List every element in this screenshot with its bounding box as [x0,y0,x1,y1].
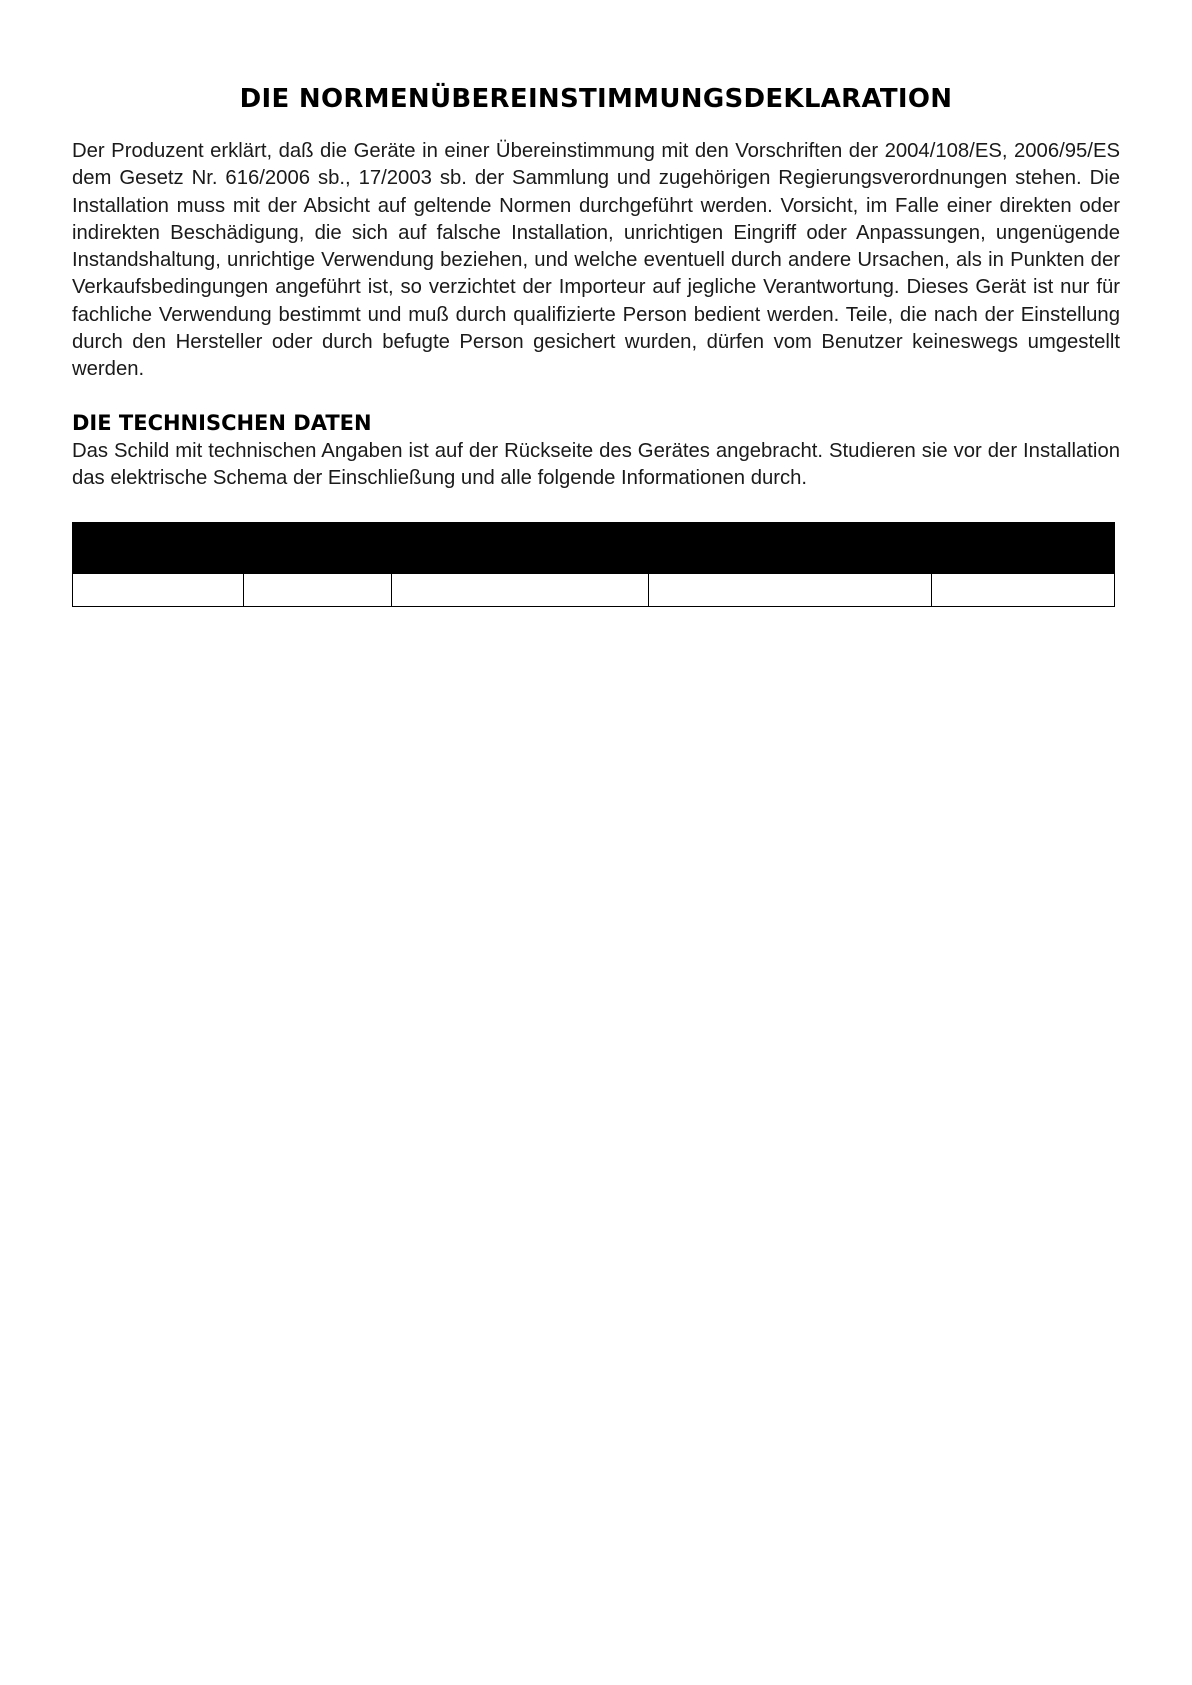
table-header-row [73,523,1115,574]
table-header-cell [392,523,649,574]
table-cell [392,574,649,607]
document-page [72,0,1120,492]
table-cell [932,574,1115,607]
section-title-technical-data: DIE TECHNISCHEN DATEN [72,410,372,435]
page-title: DIE NORMENÜBEREINSTIMMUNGSDEKLARATION [239,84,953,114]
table-header-cell [244,523,392,574]
technical-data-paragraph: Das Schild mit technischen Angaben ist auf der Rückseite des Gerätes angebracht. Studieren sie vor der Installation das elektrische Schema der Einschließung und alle folgende Informationen durch. [72,439,1120,489]
technical-data-table [72,522,1115,607]
table-row [73,574,1115,607]
table-cell [244,574,392,607]
table-cell [649,574,932,607]
table-cell [73,574,244,607]
table-header-cell [932,523,1115,574]
table-header-cell [649,523,932,574]
table-header-cell [73,523,244,574]
declaration-paragraph: Der Produzent erklärt, daß die Geräte in einer Übereinstimmung mit den Vorschriften der 2004/108/ES, 2006/95/ES dem Gesetz Nr. 616/2006 sb., 17/2003 sb. der Sammlung und zugehörigen Regierungsverordnungen stehen. Die Installation muss mit der Absicht auf geltende Normen durchgeführt werden. Vorsicht, im Falle einer direkten oder indirekten Beschädigung, die sich auf falsche Installation, unrichtigen Eingriff oder Anpassungen, ungenügende Instandshaltung, unrichtige Verwendung beziehen, und welche eventuell durch andere Ursachen, als in Punkten der Verkaufsbedingungen angeführt ist, so verzichtet der Importeur auf jegliche Verantwortung. Dieses Gerät ist nur für fachliche Verwendung bestimmt und muß durch qualifizierte Person bedient werden. Teile, die nach der Einstellung durch den Hersteller oder durch befugte Person gesichert wurden, dürfen vom Benutzer keineswegs umgestellt werden. [72,140,1120,381]
